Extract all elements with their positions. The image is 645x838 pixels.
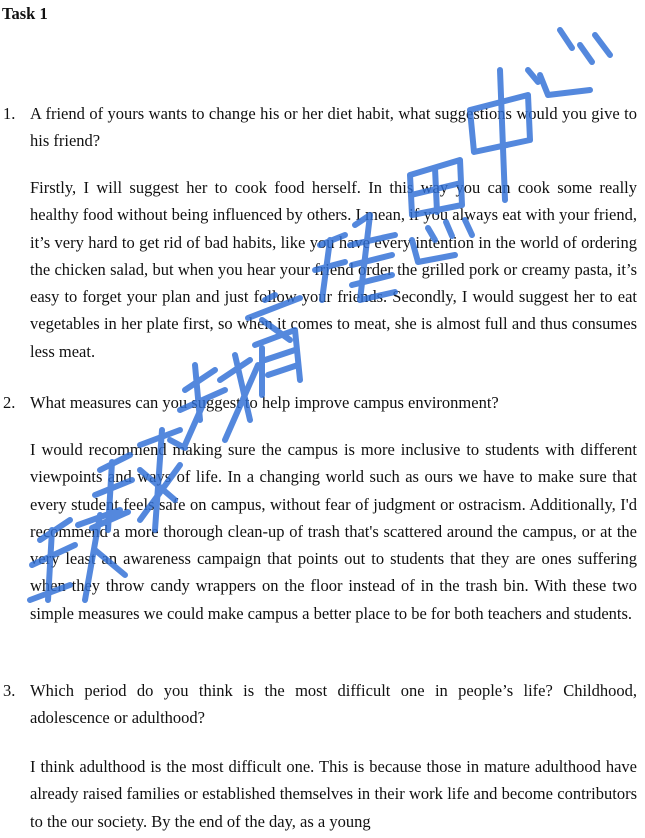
watermark-glyph-8	[528, 30, 610, 95]
question-text: Which period do you think is the most difficult one in people’s life? Childhood, adolescence or adulthood?	[30, 681, 637, 727]
question-text: A friend of yours wants to change his or her diet habit, what suggestions would you give to his friend?	[30, 104, 637, 150]
question-number: 3.	[3, 681, 16, 700]
answer-text: I think adulthood is the most difficult one. This is because those in mature adulthood have already raised families or established themselves in their work life and become contributors to the our society. By the end of the day, as a young	[30, 757, 637, 831]
question-text: What measures can you suggest to help improve campus environment?	[30, 393, 499, 412]
question-number: 1.	[3, 104, 16, 123]
question-number: 2.	[3, 393, 16, 412]
answer-text: I would recommend making sure the campus is more inclusive to students with different viewpoints and ways of life. In a changing world such as ours we have to make sure that every student feels safe on campus, without fear of judgment or ostracism. Additionally, I'd recommend a more thorough clean-up of trash that's scattered around the campus, or at the very least an awareness campaign that points out to students that they are ones suffering when they throw candy wrappers on the floor instead of in the trash bin. With these two simple measures we could make campus a better place to be for both teachers and students.	[30, 440, 637, 623]
answer-text: Firstly, I will suggest her to cook food herself. In this way you can cook some really healthy food without being influenced by others. I mean, if you always eat with your friend, it’s very hard to get rid of bad habits, like you have every intention in the world of ordering the chicken salad, but when you hear your friend order the grilled pork or creamy pasta, it’s easy to forget your plan and just follow your friends. Secondly, I would suggest her to eat vegetables in her plate first, so when it comes to meat, she is almost full and thus consumes less meat.	[30, 178, 637, 361]
task-title: Task 1	[2, 4, 48, 23]
